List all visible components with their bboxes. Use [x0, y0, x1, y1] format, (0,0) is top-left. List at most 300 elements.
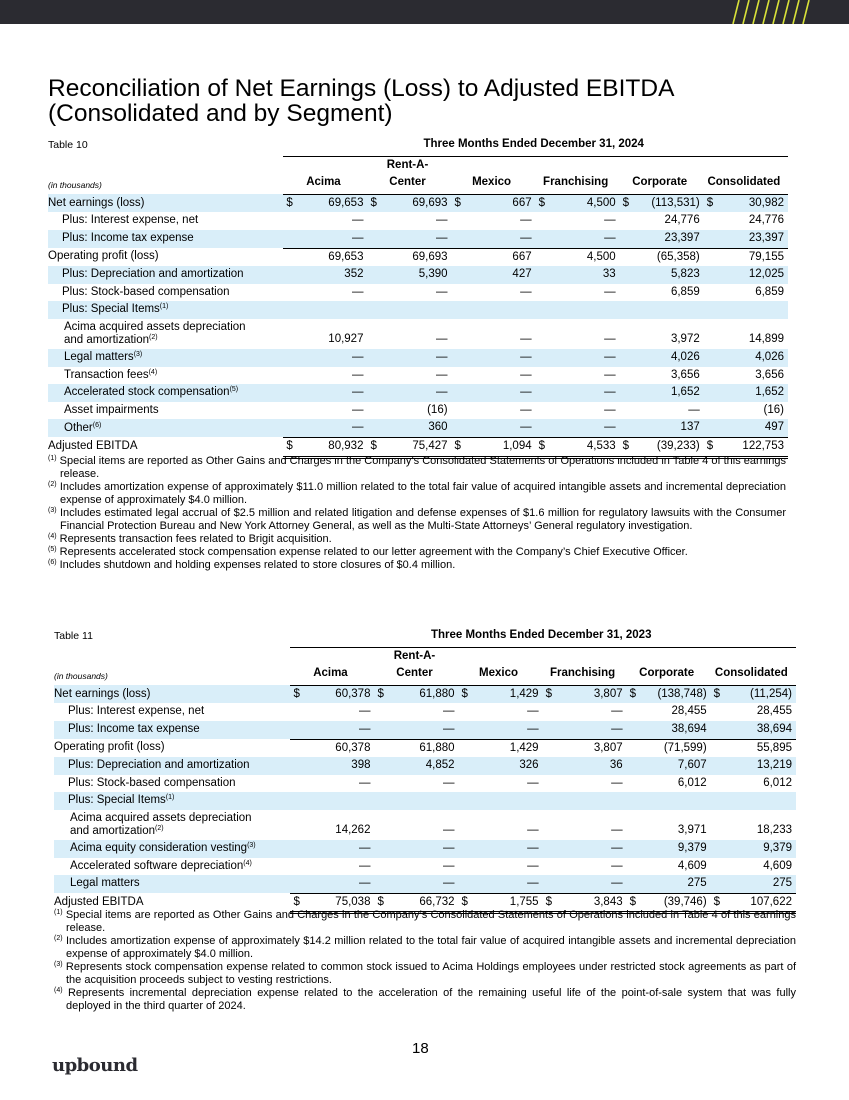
currency-symbol: [543, 775, 558, 793]
currency-symbol: [283, 284, 298, 302]
currency-symbol: $: [543, 893, 558, 913]
currency-symbol: [627, 703, 642, 721]
value-cell: —: [557, 721, 626, 739]
units-label: (in thousands): [54, 670, 108, 681]
value-cell: [473, 792, 542, 810]
value-cell: —: [688, 403, 700, 416]
row-label: [48, 284, 283, 302]
value-cell: —: [557, 840, 626, 858]
row-label-text: Transaction fees: [64, 368, 149, 381]
currency-symbol: [283, 319, 298, 349]
column-header: [536, 156, 620, 194]
currency-symbol: [704, 248, 719, 266]
value-cell: 28,455: [756, 705, 792, 718]
column-header-line: Mexico: [479, 667, 519, 680]
row-label-text: Plus: Income tax expense: [62, 232, 194, 245]
value-cell: —: [604, 285, 616, 298]
currency-symbol: [367, 349, 382, 367]
value-cell: —: [466, 419, 535, 437]
row-label: [48, 384, 283, 402]
value-cell: —: [550, 384, 619, 402]
column-header-line: Acima: [313, 667, 348, 680]
currency-symbol: [711, 792, 726, 810]
currency-symbol: [536, 248, 551, 266]
value-cell: 14,899: [748, 333, 784, 346]
value-cell: 69,653: [298, 194, 367, 212]
column-header: [543, 647, 627, 685]
table-row: [54, 721, 796, 739]
footnote-ref: (2): [149, 333, 158, 341]
row-label-text: Legal matters: [64, 350, 134, 363]
value-cell: —: [389, 875, 458, 893]
row-label: [48, 349, 283, 367]
currency-symbol: [459, 792, 474, 810]
currency-symbol: [452, 367, 467, 385]
currency-symbol: [543, 792, 558, 810]
currency-symbol: [452, 349, 467, 367]
footnote-mark: (1): [48, 455, 57, 462]
value-cell: —: [466, 349, 535, 367]
value-cell: (71,599): [641, 739, 710, 757]
value-cell: 3,843: [557, 893, 626, 913]
value-cell: —: [520, 285, 532, 298]
footnote-ref: (1): [159, 303, 169, 311]
value-cell: —: [305, 721, 374, 739]
row-label-text: Acima acquired assets depreciation: [70, 811, 252, 824]
value-cell: 23,397: [718, 230, 788, 248]
currency-symbol: [283, 384, 298, 402]
row-label: [48, 419, 283, 437]
value-cell: (39,233): [634, 437, 703, 457]
currency-symbol: [536, 349, 551, 367]
value-cell: —: [436, 285, 448, 298]
value-cell: 60,378: [305, 739, 374, 757]
value-cell: —: [389, 840, 458, 858]
currency-symbol: [459, 875, 474, 893]
currency-symbol: [459, 810, 474, 840]
value-cell: (113,531): [634, 194, 703, 212]
currency-symbol: [290, 875, 305, 893]
currency-symbol: [452, 266, 467, 284]
currency-symbol: [283, 301, 298, 319]
row-label-text: Adjusted EBITDA: [54, 896, 144, 909]
row-label: [48, 194, 283, 212]
value-cell: —: [611, 859, 623, 872]
value-cell: —: [466, 230, 535, 248]
row-label-text: Net earnings (loss): [48, 196, 145, 209]
value-cell: —: [298, 349, 367, 367]
value-cell: —: [466, 384, 535, 402]
footnote-text: Includes amortization expense of approximately $14.2 million related to the total fair value of acquired intangible assets and incremental depreciation expense of approximately $4.0 million.: [66, 935, 796, 960]
footnote-text: Special items are reported as Other Gains and Charges in the Company’s Consolidated Statements of Operations included in Table 4 of this earnings release.: [65, 909, 796, 934]
currency-symbol: [367, 367, 382, 385]
footnote: [48, 559, 786, 572]
currency-symbol: [543, 875, 558, 893]
currency-symbol: [536, 212, 551, 230]
row-label: [48, 230, 283, 248]
currency-symbol: [627, 792, 642, 810]
currency-symbol: [620, 384, 635, 402]
footnote-mark: (3): [48, 507, 57, 514]
value-cell: 1,429: [473, 685, 542, 703]
currency-symbol: [620, 319, 635, 349]
value-cell: 275: [725, 875, 796, 893]
row-label-text: Plus: Special Items: [62, 303, 160, 316]
value-cell: —: [550, 349, 619, 367]
currency-symbol: $: [290, 893, 305, 913]
value-cell: 6,859: [670, 285, 700, 298]
value-cell: —: [443, 824, 455, 837]
table-10-footnotes: [48, 455, 786, 572]
value-cell: 36: [557, 757, 626, 775]
units-label: (in thousands): [48, 179, 102, 190]
value-cell: 137: [634, 419, 703, 437]
value-cell: —: [298, 384, 367, 402]
value-cell: —: [604, 333, 616, 346]
currency-symbol: [704, 230, 719, 248]
column-header: [283, 156, 367, 194]
value-cell: 75,427: [382, 437, 451, 457]
value-cell: 55,895: [725, 739, 796, 757]
currency-symbol: [704, 367, 719, 385]
row-label-text: Plus: Depreciation and amortization: [68, 759, 250, 772]
value-cell: 326: [473, 757, 542, 775]
currency-symbol: [459, 775, 474, 793]
currency-symbol: [374, 757, 389, 775]
currency-symbol: $: [704, 194, 719, 212]
currency-symbol: [627, 757, 642, 775]
value-cell: 427: [466, 266, 535, 284]
currency-symbol: [536, 284, 551, 302]
value-cell: 38,694: [725, 721, 796, 739]
value-cell: —: [604, 214, 616, 227]
currency-symbol: [704, 319, 719, 349]
footnote-ref: (2): [155, 824, 164, 832]
value-cell: 18,233: [756, 824, 792, 837]
currency-symbol: [283, 212, 298, 230]
value-cell: 6,859: [755, 285, 784, 298]
value-cell: 352: [298, 266, 367, 284]
value-cell: —: [351, 285, 364, 298]
table-row: [54, 840, 796, 858]
footnote-ref: (5): [229, 386, 239, 394]
row-label: [54, 840, 290, 858]
currency-symbol: [290, 775, 305, 793]
currency-symbol: [374, 775, 389, 793]
currency-symbol: [283, 248, 298, 266]
currency-symbol: [536, 266, 551, 284]
currency-symbol: $: [290, 685, 305, 703]
row-label: [54, 775, 290, 793]
value-cell: —: [473, 875, 542, 893]
value-cell: [634, 301, 703, 319]
currency-symbol: [283, 402, 298, 420]
value-cell: [725, 792, 796, 810]
footnote-text: Special items are reported as Other Gains and Charges in the Company’s Consolidated Statements of Operations included in Table 4 of this earnings release.: [59, 455, 786, 480]
currency-symbol: $: [367, 437, 382, 457]
currency-symbol: [374, 739, 389, 757]
column-header: [711, 647, 796, 685]
value-cell: —: [557, 875, 626, 893]
value-cell: 4,026: [718, 349, 788, 367]
value-cell: —: [298, 230, 367, 248]
value-cell: (138,748): [641, 685, 710, 703]
value-cell: 13,219: [725, 757, 796, 775]
value-cell: 3,807: [557, 739, 626, 757]
value-cell: 61,880: [389, 685, 458, 703]
currency-symbol: [459, 840, 474, 858]
value-cell: 3,807: [557, 685, 626, 703]
column-header-line: Consolidated: [707, 176, 781, 189]
column-header: [620, 156, 704, 194]
currency-symbol: [627, 875, 642, 893]
value-cell: 60,378: [305, 685, 374, 703]
row-label: [54, 792, 290, 810]
currency-symbol: [283, 419, 298, 437]
currency-symbol: [290, 858, 305, 876]
currency-symbol: $: [704, 437, 719, 457]
currency-symbol: [704, 284, 719, 302]
currency-symbol: [627, 721, 642, 739]
currency-symbol: [452, 248, 467, 266]
row-label-text: and amortization: [70, 824, 156, 837]
currency-symbol: [704, 301, 719, 319]
currency-symbol: [711, 757, 726, 775]
currency-symbol: [367, 266, 382, 284]
currency-symbol: [536, 419, 551, 437]
footnote-text: Represents transaction fees related to Brigit acquisition.: [59, 533, 332, 545]
value-cell: —: [443, 776, 455, 789]
table-row: [48, 266, 788, 284]
table-row: [48, 319, 788, 349]
footnote-ref: (4): [148, 368, 158, 376]
currency-symbol: [536, 367, 551, 385]
value-cell: (39,746): [641, 893, 710, 913]
footnote-mark: (2): [48, 481, 57, 488]
value-cell: —: [611, 705, 623, 718]
row-label-text: Accelerated stock compensation: [64, 386, 230, 399]
currency-symbol: [536, 402, 551, 420]
table-row: [54, 792, 796, 810]
value-cell: —: [520, 214, 532, 227]
row-label: [48, 319, 283, 349]
row-label: [54, 685, 290, 703]
currency-symbol: [620, 402, 635, 420]
value-cell: —: [382, 230, 451, 248]
column-header: [704, 156, 788, 194]
value-cell: 24,776: [748, 214, 784, 227]
currency-symbol: [620, 301, 635, 319]
value-cell: 107,622: [725, 893, 796, 913]
row-label-text: Acima equity consideration vesting: [70, 841, 248, 854]
currency-symbol: [711, 810, 726, 840]
row-label: [48, 266, 283, 284]
footnote-text: Includes estimated legal accrual of $2.5 million and related litigation and defense expenses of $1.6 million for regulatory lawsuits with the Consumer Financial Protection Bureau and New York Attorney General, as well as the Multi-State Attorneys’ General regulatory investigation.: [59, 507, 786, 532]
value-cell: —: [436, 214, 448, 227]
currency-symbol: [459, 757, 474, 775]
value-cell: —: [611, 776, 623, 789]
table-row: [54, 685, 796, 703]
value-cell: 1,429: [473, 739, 542, 757]
currency-symbol: [711, 739, 726, 757]
footnote-text: Represents accelerated stock compensation expense related to our letter agreement with the Company’s Chief Executive Officer.: [59, 546, 688, 558]
footnote: [48, 533, 786, 546]
currency-symbol: [290, 840, 305, 858]
value-cell: 5,823: [634, 266, 703, 284]
currency-symbol: [536, 301, 551, 319]
table-11: [54, 627, 796, 914]
currency-symbol: $: [459, 893, 474, 913]
table-row: [48, 284, 788, 302]
currency-symbol: [367, 319, 382, 349]
table-row: [48, 212, 788, 230]
currency-symbol: $: [536, 194, 551, 212]
row-label: [48, 402, 283, 420]
footnote-text: Includes shutdown and holding expenses related to store closures of $0.4 million.: [59, 559, 456, 571]
row-label: [54, 703, 290, 721]
row-label-text: Plus: Income tax expense: [68, 723, 200, 736]
table-row: [48, 402, 788, 420]
value-cell: 667: [466, 194, 535, 212]
currency-symbol: [711, 775, 726, 793]
row-label: [54, 810, 290, 840]
row-label: [48, 301, 283, 319]
currency-symbol: [704, 349, 719, 367]
table-row: [48, 419, 788, 437]
footnote: [54, 987, 796, 1013]
value-cell: 4,500: [550, 194, 619, 212]
value-cell: 3,656: [670, 368, 700, 381]
value-cell: —: [611, 824, 623, 837]
value-cell: —: [550, 230, 619, 248]
value-cell: —: [358, 859, 371, 872]
table-row: [48, 384, 788, 402]
value-cell: 75,038: [305, 893, 374, 913]
value-cell: [466, 301, 535, 319]
value-cell: [718, 301, 788, 319]
row-label: [54, 739, 290, 757]
value-cell: —: [382, 384, 451, 402]
footnote: [54, 909, 796, 935]
table-row: [48, 194, 788, 212]
currency-symbol: [367, 248, 382, 266]
footnote-mark: (4): [48, 533, 57, 540]
table-row: [48, 301, 788, 319]
value-cell: 5,390: [382, 266, 451, 284]
value-cell: —: [520, 368, 532, 381]
value-cell: 66,732: [389, 893, 458, 913]
currency-symbol: [367, 230, 382, 248]
footnote: [48, 481, 786, 507]
footnote-ref: (3): [247, 841, 256, 849]
currency-symbol: $: [283, 194, 298, 212]
value-cell: 9,379: [725, 840, 796, 858]
currency-symbol: [367, 301, 382, 319]
row-label: [54, 721, 290, 739]
row-label: [54, 858, 290, 876]
currency-symbol: [283, 349, 298, 367]
value-cell: 9,379: [641, 840, 710, 858]
currency-symbol: [374, 721, 389, 739]
currency-symbol: $: [620, 194, 635, 212]
value-cell: 12,025: [718, 266, 788, 284]
value-cell: —: [351, 403, 364, 416]
footnote: [54, 961, 796, 987]
currency-symbol: [627, 810, 642, 840]
currency-symbol: [459, 703, 474, 721]
value-cell: 4,852: [389, 757, 458, 775]
value-cell: —: [520, 403, 532, 416]
value-cell: 69,693: [382, 194, 451, 212]
currency-symbol: [711, 840, 726, 858]
table-10: [48, 136, 788, 459]
column-header-line: Mexico: [472, 176, 512, 189]
row-label-text: Other: [64, 421, 93, 434]
table-row: [54, 875, 796, 893]
value-cell: —: [436, 368, 448, 381]
currency-symbol: $: [627, 893, 642, 913]
value-cell: —: [604, 403, 616, 416]
currency-symbol: [627, 739, 642, 757]
currency-symbol: [620, 212, 635, 230]
currency-symbol: [459, 721, 474, 739]
value-cell: [641, 792, 710, 810]
footnote-text: Includes amortization expense of approximately $11.0 million related to the total fair value of acquired intangible assets and incremental depreciation expense of approximately $4.0 million.: [59, 481, 786, 506]
currency-symbol: [452, 384, 467, 402]
currency-symbol: [452, 230, 467, 248]
table-number: Table 10: [48, 138, 88, 151]
table-row: [54, 775, 796, 793]
footnote: [48, 507, 786, 533]
value-cell: (65,358): [634, 248, 703, 266]
value-cell: 38,694: [641, 721, 710, 739]
currency-symbol: [452, 319, 467, 349]
currency-symbol: [459, 739, 474, 757]
row-label-text: Adjusted EBITDA: [48, 440, 138, 453]
value-cell: 275: [641, 875, 710, 893]
currency-symbol: [711, 875, 726, 893]
value-cell: —: [520, 333, 532, 346]
row-label: [48, 248, 283, 266]
column-header-line: Center: [396, 667, 433, 680]
value-cell: 7,607: [641, 757, 710, 775]
row-label-text: Plus: Special Items: [68, 794, 166, 807]
table-row: [48, 230, 788, 248]
currency-symbol: [711, 703, 726, 721]
currency-symbol: [374, 810, 389, 840]
value-cell: (16): [763, 403, 784, 416]
value-cell: —: [550, 419, 619, 437]
currency-symbol: [367, 402, 382, 420]
currency-symbol: [452, 419, 467, 437]
column-header: [627, 647, 711, 685]
value-cell: —: [604, 368, 616, 381]
column-header: [459, 647, 543, 685]
value-cell: —: [436, 333, 448, 346]
currency-symbol: [367, 212, 382, 230]
value-cell: —: [443, 705, 455, 718]
value-cell: 4,500: [550, 248, 619, 266]
currency-symbol: [711, 721, 726, 739]
row-label-text: Plus: Stock-based compensation: [62, 285, 230, 298]
row-label-text: Legal matters: [70, 877, 140, 890]
value-cell: —: [305, 875, 374, 893]
currency-symbol: [283, 230, 298, 248]
value-cell: (16): [427, 403, 448, 416]
currency-symbol: [290, 810, 305, 840]
currency-symbol: [452, 402, 467, 420]
currency-symbol: [367, 419, 382, 437]
